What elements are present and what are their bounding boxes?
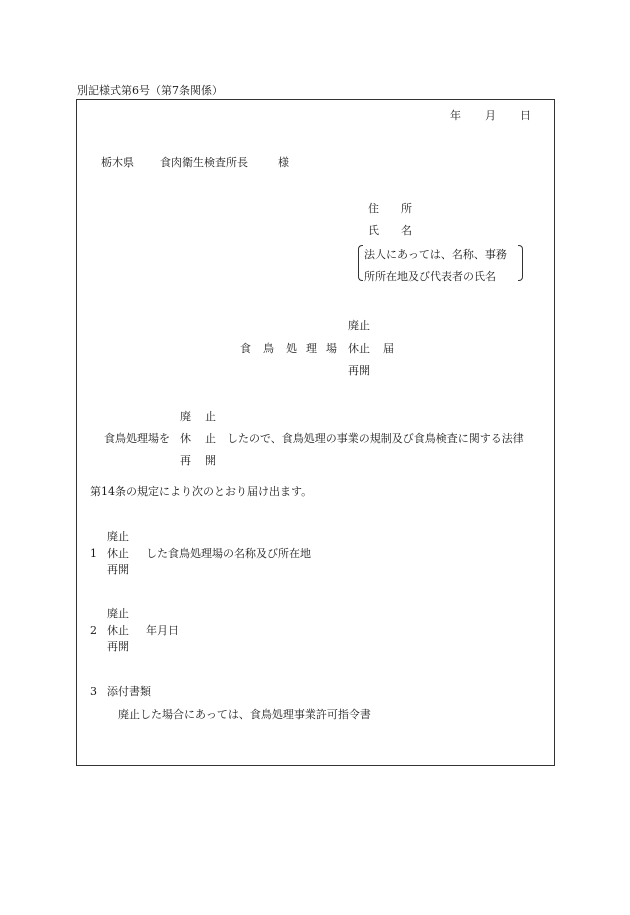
address-label-2: 所 [401, 202, 412, 215]
body-option-abolish-2: 止 [205, 410, 216, 423]
item1-option-resume: 再開 [107, 563, 129, 576]
title-option-suspend: 休止 [348, 342, 370, 355]
title-option-abolish: 廃止 [348, 319, 370, 332]
body-prefix: 食鳥処理場を [104, 432, 170, 445]
title-option-resume: 再開 [348, 364, 370, 377]
body-line1-rest: したので、食鳥処理の事業の規制及び食鳥検査に関する法律 [227, 432, 524, 445]
item1-option-abolish: 廃止 [107, 530, 129, 543]
item3-note: 廃止した場合にあっては、食鳥処理事業許可指令書 [118, 708, 371, 721]
item1-number: 1 [90, 547, 97, 560]
item1-text: した食鳥処理場の名称及び所在地 [146, 547, 311, 560]
addressee-honorific: 様 [278, 156, 289, 169]
name-label-1: 氏 [368, 224, 379, 237]
item2-option-suspend: 休止 [107, 624, 129, 637]
item1-option-suspend: 休止 [107, 547, 129, 560]
date-year: 年 [450, 109, 461, 122]
body-option-resume-1: 再 [180, 454, 191, 467]
body-option-suspend-2: 止 [205, 432, 216, 445]
title-char-2: 鳥 [263, 342, 274, 355]
body-option-abolish-1: 廃 [180, 410, 191, 423]
corporate-note-bracket-right [518, 245, 523, 281]
date-month: 月 [485, 109, 496, 122]
title-char-3: 処 [286, 342, 297, 355]
title-char-1: 食 [240, 342, 251, 355]
item2-option-resume: 再開 [107, 640, 129, 653]
date-day: 日 [520, 109, 531, 122]
item3-text: 添付書類 [107, 685, 151, 698]
item2-text: 年月日 [146, 624, 179, 637]
corporate-note-line2: 所所在地及び代表者の氏名 [364, 270, 496, 283]
item2-number: 2 [90, 624, 97, 637]
body-option-suspend-1: 休 [180, 432, 191, 445]
corporate-note-bracket-left [358, 245, 363, 281]
body-option-resume-2: 開 [205, 454, 216, 467]
title-char-4: 理 [306, 342, 317, 355]
corporate-note-line1: 法人にあっては、名称、事務 [364, 248, 507, 261]
title-char-5: 場 [326, 342, 337, 355]
addressee-office: 食肉衛生検査所長 [160, 156, 248, 169]
body-line2: 第14条の規定により次のとおり届け出ます。 [90, 485, 313, 498]
title-suffix: 届 [383, 342, 394, 355]
item3-number: 3 [90, 685, 97, 698]
addressee-prefecture: 栃木県 [101, 156, 134, 169]
form-number-label: 別記様式第6号（第7条関係） [77, 84, 223, 97]
item2-option-abolish: 廃止 [107, 607, 129, 620]
address-label-1: 住 [368, 202, 379, 215]
name-label-2: 名 [401, 224, 412, 237]
